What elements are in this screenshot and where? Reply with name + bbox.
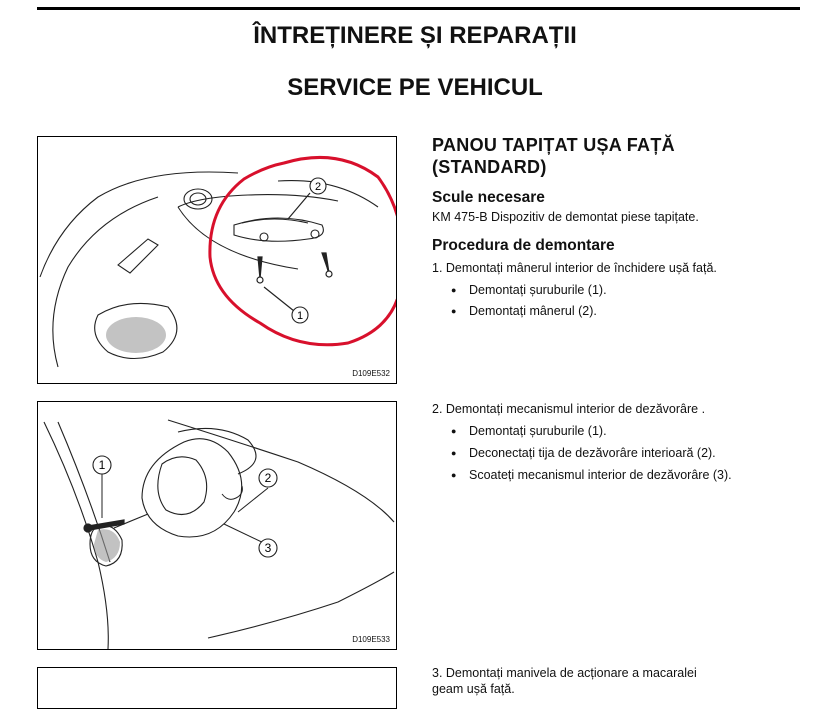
figure-code: D109E533 (352, 635, 390, 644)
step-3-cont: geam ușă față. (432, 682, 515, 696)
tools-text: KM 475-B Dispozitiv de demontat piese tapițate. (432, 210, 699, 224)
callout-2 (310, 178, 326, 194)
step-1-bullet: ● Demontați șuruburile (1). (432, 282, 802, 298)
top-rule (37, 7, 800, 10)
door-handle-illustration (38, 137, 396, 383)
page-subtitle: SERVICE PE VEHICUL (287, 74, 543, 101)
section-header (432, 134, 802, 178)
callout-3 (259, 539, 277, 557)
figure-code: D109E532 (352, 369, 390, 378)
release-mechanism-illustration (38, 402, 396, 649)
step-3-block (432, 665, 794, 697)
svg-text:3: 3 (264, 541, 272, 555)
step-3: 3. Demontați manivela de acționare a macaralei (432, 666, 697, 680)
step-2: 2. Demontați mecanismul interior de dezăvorâre . (432, 402, 706, 416)
step-2-bullet: ● Deconectați tija de dezăvorâre interioară (2). (432, 445, 802, 461)
tools-heading: Scule necesare (432, 189, 545, 206)
tools-block (432, 188, 802, 225)
figure-door-handle (37, 136, 397, 384)
callout-1 (292, 307, 308, 323)
figure-window-crank (37, 667, 397, 709)
step-2-bullet: ● Scoateți mecanismul interior de dezăvorâre (3). (432, 467, 802, 483)
callout-1 (93, 456, 111, 474)
step-1-bullet: ● Demontați mânerul (2). (432, 303, 802, 319)
page-title: ÎNTREȚINERE ȘI REPARAȚII (253, 22, 577, 49)
step-2-block (432, 401, 802, 483)
figure-release-mechanism (37, 401, 397, 650)
procedure-block (432, 236, 802, 319)
section-title: PANOU TAPIȚAT UȘA FAȚĂ (432, 135, 675, 155)
svg-text:1: 1 (296, 310, 304, 322)
step-2-bullet: ● Demontați șuruburile (1). (432, 423, 802, 439)
step-1: 1. Demontați mânerul interior de închidere ușă față. (432, 261, 717, 275)
svg-text:2: 2 (264, 471, 272, 485)
callout-2 (259, 469, 277, 487)
svg-text:2: 2 (314, 181, 322, 193)
svg-text:1: 1 (98, 458, 106, 472)
section-title-cont: (STANDARD) (432, 157, 547, 177)
procedure-heading: Procedura de demontare (432, 237, 615, 254)
